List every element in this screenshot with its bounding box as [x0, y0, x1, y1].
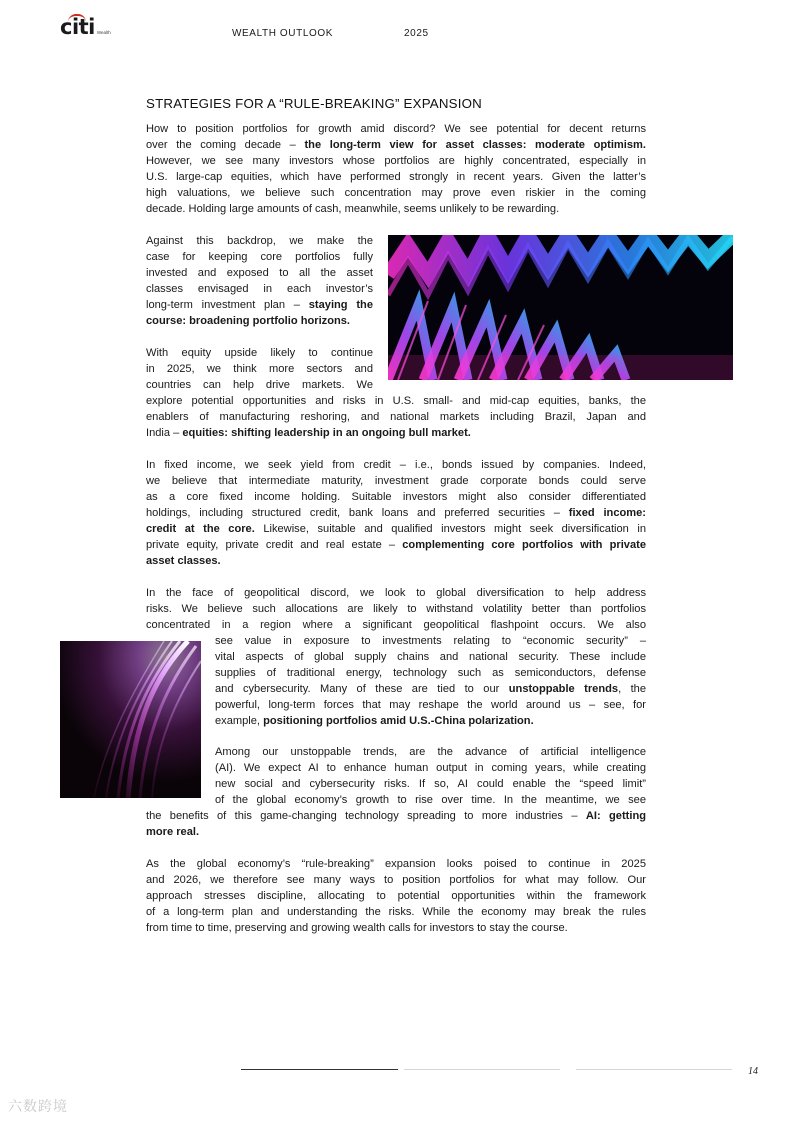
section-heading: STRATEGIES FOR A “RULE-BREAKING” EXPANSION — [146, 96, 482, 111]
paragraph-intro — [146, 121, 646, 217]
text-line: high valuations, we believe such concentration may prove even riskier in the coming — [146, 187, 646, 199]
text-line: India – equities: shifting leadership in an ongoing bull market. — [146, 427, 471, 439]
text-line: supplies of traditional energy, technology such as semiconductors, defense — [215, 667, 646, 679]
emphasis-link: asset classes. — [146, 555, 221, 567]
header-title: WEALTH OUTLOOK — [232, 28, 334, 39]
text-line: Against this backdrop, we make the — [146, 235, 373, 247]
text-line: private equity, private credit and real estate – complementing core portfolios with private — [146, 539, 647, 551]
text-line: However, we see many investors whose portfolios are highly concentrated, especially in — [146, 155, 646, 167]
paragraph-ai — [146, 744, 646, 840]
paragraph-core-portfolios — [146, 233, 373, 329]
text-line — [146, 553, 646, 569]
emphasis-link: complementing core portfolios with private — [402, 539, 647, 551]
text-line: approach stresses discipline, allocating to potential opportunities within the framework — [146, 890, 646, 902]
emphasis-link: fixed income: — [568, 507, 646, 519]
text-line: risks. We believe such allocations are likely to withstand volatility better than portfolios — [146, 603, 646, 615]
text-line: in 2025, we think more sectors and — [146, 363, 373, 375]
text-line: enablers of manufacturing reshoring, and national markets including Brazil, Japan and — [146, 411, 646, 423]
text-line: and 2026, we therefore see many ways to position portfolios for what may follow. Our — [146, 874, 646, 886]
text-line — [146, 824, 646, 840]
logo-subtitle: Wealth — [96, 30, 111, 35]
text-line: U.S. large-cap equities, which have performed strongly in recent years. Given the latter’s — [146, 171, 646, 183]
text-line: countries can help drive markets. We — [146, 379, 373, 391]
paragraph-conclusion — [146, 856, 646, 936]
text-line: of a long-term plan and understanding the risks. While the economy may break the rules — [146, 906, 646, 918]
text-line: new social and cybersecurity risks. If so, AI could enable the “speed limit” — [215, 778, 646, 790]
text-line: the benefits of this game-changing technology spreading to more industries – AI: getting — [146, 810, 647, 822]
emphasis-link: course: broadening portfolio horizons. — [146, 315, 350, 327]
text-line: As the global economy’s “rule-breaking” expansion looks poised to continue in 2025 — [146, 858, 646, 870]
text-line: holdings, including structured credit, bank loans and preferred securities – fixed income: — [146, 507, 646, 519]
emphasis-link: equities: shifting leadership in an ongoing bull market. — [182, 427, 471, 439]
text-line: of the global economy’s growth to rise over time. In the meantime, we see — [215, 794, 646, 806]
text-line: and cybersecurity. Many of these are tied to our unstoppable trends, the — [215, 683, 647, 695]
text-line: In the face of geopolitical discord, we look to global diversification to help address — [146, 587, 646, 599]
emphasis-link: AI: getting — [585, 810, 647, 822]
logo-arc-icon — [68, 14, 86, 22]
text-line: credit at the core. Likewise, suitable and qualified investors might seek diversification in — [146, 523, 647, 535]
emphasis-link: unstoppable trends — [508, 683, 619, 695]
text-line: as a core fixed income holding. Suitable investors might also consider differentiated — [146, 491, 646, 503]
paragraph-geopolitics — [146, 585, 646, 729]
page-number: 14 — [748, 1066, 758, 1077]
text-line: decade. Holding large amounts of cash, meanwhile, seems unlikely to be rewarding. — [146, 203, 560, 215]
logo-wordmark: citi — [60, 15, 95, 39]
emphasis-link: more real. — [146, 826, 200, 838]
text-line: invested and exposed to all the asset — [146, 267, 373, 279]
header-year: 2025 — [404, 28, 429, 39]
text-line — [146, 313, 373, 329]
text-line: over the coming decade – the long-term view for asset classes: moderate optimism. — [146, 139, 646, 151]
text-line: Among our unstoppable trends, are the advance of artificial intelligence — [215, 746, 646, 758]
emphasis-link: staying the — [308, 299, 373, 311]
text-line: How to position portfolios for growth amid discord? We see potential for decent returns — [146, 123, 646, 135]
text-line: powerful, long-term forces that may reshape the world around us – see, for — [215, 699, 646, 711]
paragraph-equities — [146, 345, 646, 441]
citi-wealth-logo — [60, 17, 111, 37]
text-line: we believe that intermediate maturity, investment grade corporate bonds could serve — [146, 475, 646, 487]
text-line: case for keeping core portfolios fully — [146, 251, 373, 263]
emphasis-link: positioning portfolios amid U.S.-China polarization. — [263, 715, 534, 727]
footer-progress-segment — [576, 1069, 732, 1070]
text-line: In fixed income, we seek yield from credit – i.e., bonds issued by companies. Indeed, — [146, 459, 646, 471]
text-line: example, positioning portfolios amid U.S.-China polarization. — [215, 715, 534, 727]
text-line: long-term investment plan – staying the — [146, 299, 373, 311]
footer-progress-active — [241, 1069, 398, 1070]
footer-progress-segment — [404, 1069, 560, 1070]
emphasis-link: credit at the core. — [146, 523, 255, 535]
text-line: concentrated in a region where a significant geopolitical flashpoint occurs. We also — [146, 619, 646, 631]
emphasis-link: the long-term view for asset classes: moderate optimism. — [304, 139, 646, 151]
text-line: classes envisaged in each investor’s — [146, 283, 373, 295]
text-line: from time to time, preserving and growing wealth calls for investors to stay the course. — [146, 922, 568, 934]
paragraph-fixed-income — [146, 457, 646, 569]
text-line: vital aspects of global supply chains and national security. These include — [215, 651, 646, 663]
text-line: With equity upside likely to continue — [146, 347, 373, 359]
text-line: see value in exposure to investments relating to “economic security” – — [215, 635, 646, 647]
watermark: 六数跨境 — [8, 1098, 68, 1114]
text-line: explore potential opportunities and risks in U.S. small- and mid-cap equities, banks, the — [146, 395, 646, 407]
text-line: (AI). We expect AI to enhance human output in coming years, while creating — [215, 762, 646, 774]
